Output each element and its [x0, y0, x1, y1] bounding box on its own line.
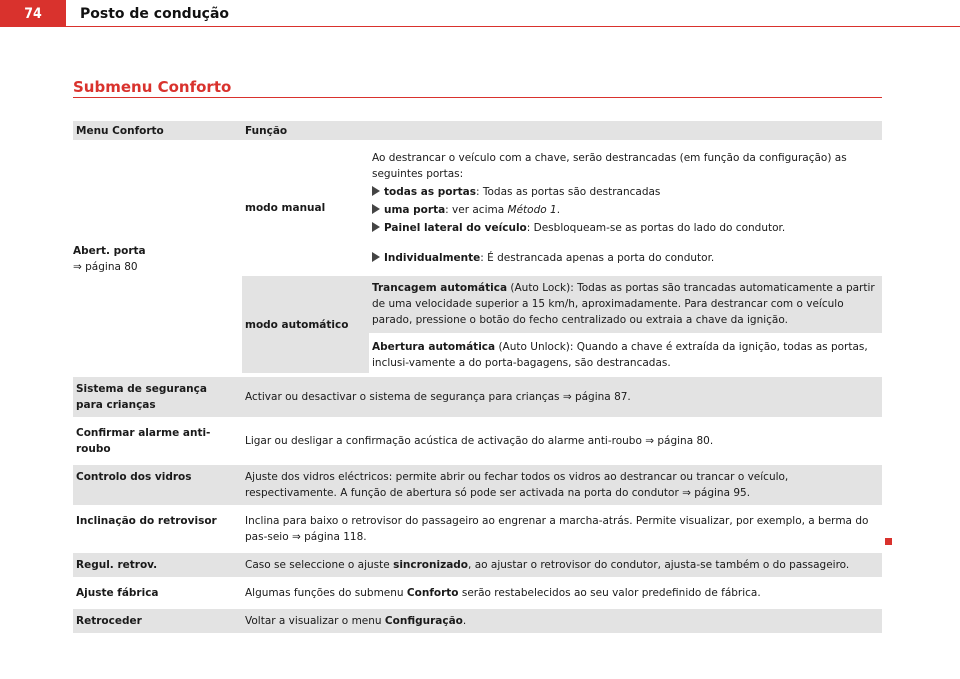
row-label: Controlo dos vidros	[73, 463, 242, 507]
table-row	[73, 607, 882, 635]
list-item: todas as portas: Todas as portas são destrancadas	[372, 184, 876, 200]
list-item: Individualmente: É destrancada apenas a porta do condutor.	[372, 250, 876, 266]
table-row	[73, 507, 882, 551]
row-text: Voltar a visualizar o menu Configuração.	[242, 607, 882, 635]
table-row	[73, 551, 882, 579]
manual-intro: Ao destrancar o veículo com a chave, serão destrancadas (em função da configuração) as seguintes portas:	[372, 152, 847, 180]
table-row	[73, 142, 882, 274]
table-row	[73, 579, 882, 607]
unlock-cell	[73, 142, 242, 375]
row-label: Ajuste fábrica	[73, 579, 242, 607]
auto-lock-text: Trancagem automática (Auto Lock): Todas as portas são trancadas automaticamente a partir de uma velocidade superior a 15 km/h, aproximadamente. Para destrancar com o veículo parado, pressione o botão do fecho centralizado ou extraia a chave da ignição.	[369, 276, 882, 337]
auto-mode-label: modo automático	[242, 274, 369, 375]
unlock-page-ref: ⇒ página 80	[73, 260, 138, 273]
page-number: 74	[0, 0, 66, 27]
row-text: Activar ou desactivar o sistema de segurança para crianças ⇒ página 87.	[242, 375, 882, 419]
row-label: Inclinação do retrovisor	[73, 507, 242, 551]
row-label: Regul. retrov.	[73, 551, 242, 579]
row-label: Confirmar alarme anti-roubo	[73, 419, 242, 463]
header-rule	[0, 26, 960, 27]
section-end-marker	[885, 538, 892, 545]
table-header-row	[73, 121, 882, 142]
manual-mode-desc	[369, 142, 882, 274]
row-label: Retroceder	[73, 607, 242, 635]
unlock-label: Abert. porta	[73, 244, 146, 257]
table-row	[73, 419, 882, 463]
col-header-function: Função	[242, 121, 882, 142]
section-rule	[73, 97, 882, 98]
list-item: uma porta: ver acima Método 1.	[372, 202, 876, 218]
row-text: Ligar ou desligar a confirmação acústica de activação do alarme anti-roubo ⇒ página 80.	[242, 419, 882, 463]
list-item: Painel lateral do veículo: Desbloqueam-se as portas do lado do condutor.	[372, 220, 876, 236]
row-text: Algumas funções do submenu Conforto serão restabelecidos ao seu valor predefinido de fábrica.	[242, 579, 882, 607]
auto-unlock-text: Abertura automática (Auto Unlock): Quando a chave é extraída da ignição, todas as portas, inclusi-vamente a do porta-bagagens, são destrancadas.	[372, 341, 868, 369]
manual-mode-label: modo manual	[242, 142, 369, 274]
running-header-title: Posto de condução	[80, 6, 230, 22]
auto-mode-desc	[369, 274, 882, 375]
row-text: Inclina para baixo o retrovisor do passageiro ao engrenar a marcha-atrás. Permite visualizar, por exemplo, a berma do pas-seio ⇒ página 118.	[242, 507, 882, 551]
table-row	[73, 375, 882, 419]
section-title: Submenu Conforto	[73, 78, 232, 96]
col-header-menu: Menu Conforto	[73, 121, 242, 142]
row-text: Caso se seleccione o ajuste sincronizado, ao ajustar o retrovisor do condutor, ajusta-se também o do passageiro.	[242, 551, 882, 579]
table-row	[73, 463, 882, 507]
row-text: Ajuste dos vidros eléctricos: permite abrir ou fechar todos os vidros ao destrancar ou trancar o veículo, respectivamente. A função de abertura só pode ser activada na porta do condutor ⇒ página 95.	[242, 463, 882, 507]
row-label: Sistema de segurança para crianças	[73, 375, 242, 419]
comfort-submenu-table	[73, 121, 882, 637]
